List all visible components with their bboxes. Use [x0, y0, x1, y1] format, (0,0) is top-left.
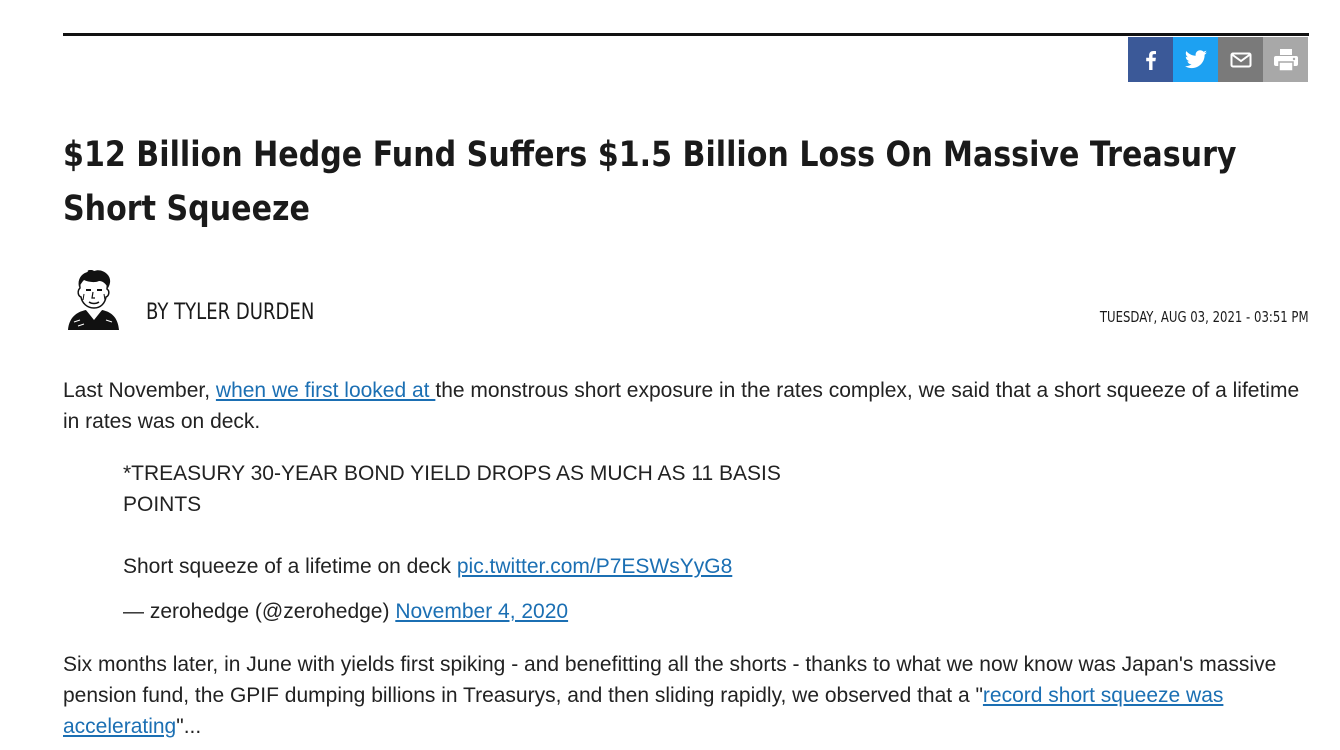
paragraph-intro-text-start: Last November,	[63, 379, 216, 402]
tweet-comment-text: Short squeeze of a lifetime on deck	[123, 555, 457, 578]
publish-date: TUESDAY, AUG 03, 2021 - 03:51 PM	[1100, 308, 1309, 326]
share-twitter-button[interactable]	[1173, 37, 1218, 82]
paragraph-followup-text-end: "...	[176, 715, 202, 738]
embedded-tweet	[123, 458, 923, 627]
top-divider	[63, 33, 1309, 36]
tweet-author: — zerohedge (@zerohedge)	[123, 600, 396, 623]
paragraph-followup	[63, 649, 1303, 742]
tweet-comment	[123, 551, 923, 582]
record-short-squeeze-link[interactable]: record short squeeze was accelerating	[63, 684, 1224, 738]
tweet-text: *TREASURY 30-YEAR BOND YIELD DROPS AS MUCH AS 11 BASIS POINTS	[123, 462, 781, 516]
twitter-icon	[1184, 50, 1208, 70]
share-bar	[1128, 37, 1308, 82]
paragraph-intro-text-end: the monstrous short exposure in the rates complex, we said that a short squeeze of a lifetime in rates was on deck.	[63, 379, 1300, 433]
paragraph-followup-text-start: Six months later, in June with yields first spiking - and benefitting all the shorts - thanks to what we now know was Japan's massive pension fund, the GPIF dumping billions in Treasurys, and then sliding rapidly, we observed that a "	[63, 653, 1277, 707]
article-title: $12 Billion Hedge Fund Suffers $1.5 Billion Loss On Massive Treasury Short Squeeze	[63, 135, 1237, 229]
byline	[63, 270, 1309, 332]
tweet-pic-link[interactable]: pic.twitter.com/P7ESWsYyG8	[456, 555, 733, 578]
tweet-date-link[interactable]: November 4, 2020	[395, 600, 569, 623]
first-looked-link[interactable]: when we first looked at	[215, 379, 436, 402]
share-email-button[interactable]	[1218, 37, 1263, 82]
share-print-button[interactable]	[1263, 37, 1308, 82]
share-facebook-button[interactable]	[1128, 37, 1173, 82]
email-icon	[1230, 52, 1252, 68]
print-icon	[1273, 48, 1299, 72]
author-avatar[interactable]	[66, 270, 120, 330]
facebook-icon	[1141, 49, 1161, 71]
paragraph-intro	[63, 375, 1303, 437]
author-name[interactable]: BY TYLER DURDEN	[146, 300, 315, 325]
tweet-attribution	[123, 596, 923, 627]
